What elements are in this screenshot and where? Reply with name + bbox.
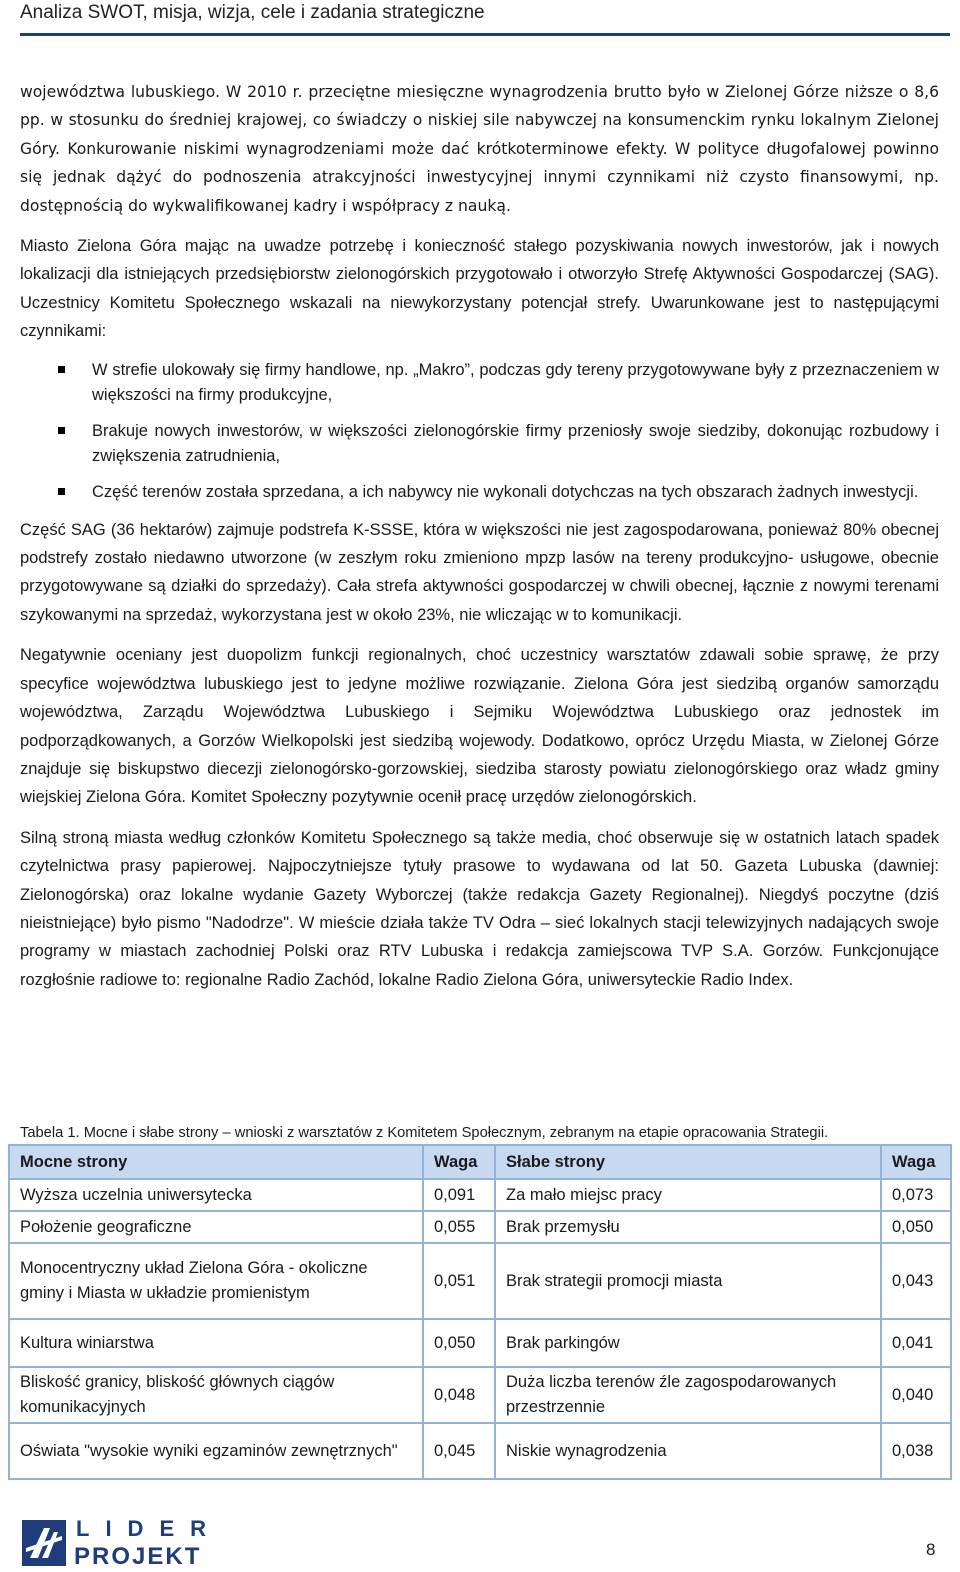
swot-table — [8, 1144, 952, 1480]
strength-cell: Wyższa uczelnia uniwersytecka — [9, 1179, 423, 1211]
paragraph-sag-intro: Miasto Zielona Góra mając na uwadze potrzebę i konieczność stałego pozyskiwania nowych inwestorów, jak i nowych lokalizacji dla istniejących przedsiębiorstw zielonogórskich przygotowało i otworzyło Strefę Aktywności Gospodarczej (SAG). Uczestnicy Komitetu Społecznego wskazali na niewykorzystany potencjał strefy. Uwarunkowane jest to następującymi czynnikami: — [20, 237, 939, 341]
table-row — [9, 1423, 951, 1479]
weight-cell: 0,050 — [423, 1319, 495, 1367]
table-caption: Tabela 1. Mocne i słabe strony – wnioski z warsztatów z Komitetem Społecznym, zebranym na etapie opracowania Strategii. — [20, 1125, 829, 1141]
document-body — [20, 78, 939, 994]
weight-cell: 0,045 — [423, 1423, 495, 1479]
paragraph-media: Silną stroną miasta według członków Komitetu Społecznego są także media, choć obserwuje się w ostatnich latach spadek czytelnictwa prasy papierowej. Najpoczytniejsze tytuły prasowe to wydawana od lat 50. Gazeta Lubuska (dawniej: Zielonogórska) oraz lokalne wydanie Gazety Wyborczej (także redakcja Gazety Regionalnej). Niegdyś poczytne (dziś nieistniejące) było pismo "Nadodrze". W mieście działa także TV Odra – sieć lokalnych stacji telewizyjnych nadających swoje programy w miastach zachodniej Polski oraz RTV Lubuska i redakcja zamiejscowa TVP S.A. Gorzów. Funkcjonujące rozgłośnie radiowe to: regionalne Radio Zachód, lokalne Radio Zielona Góra, uniwersyteckie Radio Index. — [20, 828, 939, 989]
weakness-cell: Brak strategii promocji miasta — [495, 1243, 881, 1319]
strength-cell: Monocentryczny układ Zielona Góra - okoliczne gminy i Miasta w układzie promienistym — [9, 1243, 423, 1319]
header-strengths: Mocne strony — [9, 1145, 423, 1179]
weight-cell: 0,073 — [881, 1179, 951, 1211]
logo-text-line1: LIDER — [76, 1516, 222, 1541]
weakness-cell: Za mało miejsc pracy — [495, 1179, 881, 1211]
weight-cell: 0,041 — [881, 1319, 951, 1367]
header-weaknesses: Słabe strony — [495, 1145, 881, 1179]
header-rule — [20, 33, 950, 36]
list-item-text: W strefie ulokowały się firmy handlowe, np. „Makro”, podczas gdy tereny przygotowywane były z przeznaczeniem w większości na firmy produkcyjne, — [92, 360, 939, 404]
weight-cell: 0,038 — [881, 1423, 951, 1479]
logo-text-line2: PROJEKT — [74, 1543, 202, 1568]
weight-cell: 0,055 — [423, 1211, 495, 1243]
list-item — [20, 419, 939, 469]
bullet-list — [20, 358, 939, 505]
weight-cell: 0,091 — [423, 1179, 495, 1211]
weight-cell: 0,051 — [423, 1243, 495, 1319]
header-title: Analiza SWOT, misja, wizja, cele i zadania strategiczne — [20, 2, 485, 23]
weight-cell: 0,040 — [881, 1367, 951, 1423]
paragraph-duopoly: Negatywnie oceniany jest duopolizm funkcji regionalnych, choć uczestnicy warsztatów zdawali sobie sprawę, że przy specyfice województwa lubuskiego jest to jedyne możliwe rozwiązanie. Zielona Góra jest siedzibą organów samorządu województwa, Zarządu Województwa Lubuskiego i Sejmiku Województwa Lubuskiego oraz jednostek im podporządkowanych, a Gorzów Wielkopolski jest siedzibą wojewody. Dodatkowo, oprócz Urzędu Miasta, w Zielonej Górze znajduje się biskupstwo diecezji zielonogórsko-gorzowskiej, siedziba starosty powiatu zielonogórskiego oraz władz gminy wiejskiej Zielona Góra. Komitet Społeczny pozytywnie ocenił pracę urzędów zielonogórskich. — [20, 646, 939, 807]
list-item-text: Część terenów została sprzedana, a ich nabywcy nie wykonali dotychczas na tych obszarach żadnych inwestycji. — [92, 482, 919, 501]
weight-cell: 0,050 — [881, 1211, 951, 1243]
table-row — [9, 1319, 951, 1367]
bullet-square-icon — [58, 427, 65, 434]
list-item-text: Brakuje nowych inwestorów, w większości zielonogórskie firmy przeniosły swoje siedziby, dokonując rozbudowy i zwiększenia zatrudnienia, — [92, 421, 939, 465]
table-header-row — [9, 1145, 951, 1179]
header-weight: Waga — [881, 1145, 951, 1179]
page-header — [20, 0, 950, 34]
weight-cell: 0,048 — [423, 1367, 495, 1423]
weakness-cell: Niskie wynagrodzenia — [495, 1423, 881, 1479]
bullet-square-icon — [58, 488, 65, 495]
table-row — [9, 1211, 951, 1243]
list-item — [20, 358, 939, 408]
strength-cell: Bliskość granicy, bliskość głównych ciągów komunikacyjnych — [9, 1367, 423, 1423]
list-item — [20, 480, 939, 505]
header-weight: Waga — [423, 1145, 495, 1179]
paragraph-wages: województwa lubuskiego. W 2010 r. przeciętne miesięczne wynagrodzenia brutto było w Zielonej Górze niższe o 8,6 pp. w stosunku do średniej krajowej, co świadczy o niskiej sile nabywczej na konsumenckim rynku lokalnym Zielonej Góry. Konkurowanie niskimi wynagrodzeniami może dać krótkoterminowe efekty. W polityce długofalowej powinno się jednak dążyć do podnoszenia atrakcyjności inwestycyjnej innymi czynnikami niż czysto finansowymi, np. dostępnością do wykwalifikowanej kadry i współpracy z nauką. — [20, 83, 939, 215]
table-row — [9, 1367, 951, 1423]
bullet-square-icon — [58, 366, 65, 373]
table-row — [9, 1243, 951, 1319]
weakness-cell: Brak przemysłu — [495, 1211, 881, 1243]
weakness-cell: Duża liczba terenów źle zagospodarowanych przestrzennie — [495, 1367, 881, 1423]
weakness-cell: Brak parkingów — [495, 1319, 881, 1367]
table-row — [9, 1179, 951, 1211]
strength-cell: Kultura winiarstwa — [9, 1319, 423, 1367]
weight-cell: 0,043 — [881, 1243, 951, 1319]
lider-projekt-logo — [20, 1512, 250, 1568]
strength-cell: Oświata "wysokie wyniki egzaminów zewnętrznych" — [9, 1423, 423, 1479]
page-number: 8 — [926, 1540, 936, 1559]
paragraph-sag-usage: Część SAG (36 hektarów) zajmuje podstrefa K-SSSE, która w większości nie jest zagospodarowana, ponieważ 80% obecnej podstrefy zostało niedawno utworzone (w zeszłym roku zmieniono mpzp lasów na tereny produkcyjno- usługowe, obecnie przygotowywane są działki do sprzedaży). Cała strefa aktywności gospodarczej w chwili obecnej, łącznie z nowymi terenami szykowanymi na sprzedaż, wykorzystana jest w około 23%, nie wliczając w to komunikacji. — [20, 520, 939, 624]
logo-emblem-icon — [22, 1520, 66, 1566]
strength-cell: Położenie geograficzne — [9, 1211, 423, 1243]
